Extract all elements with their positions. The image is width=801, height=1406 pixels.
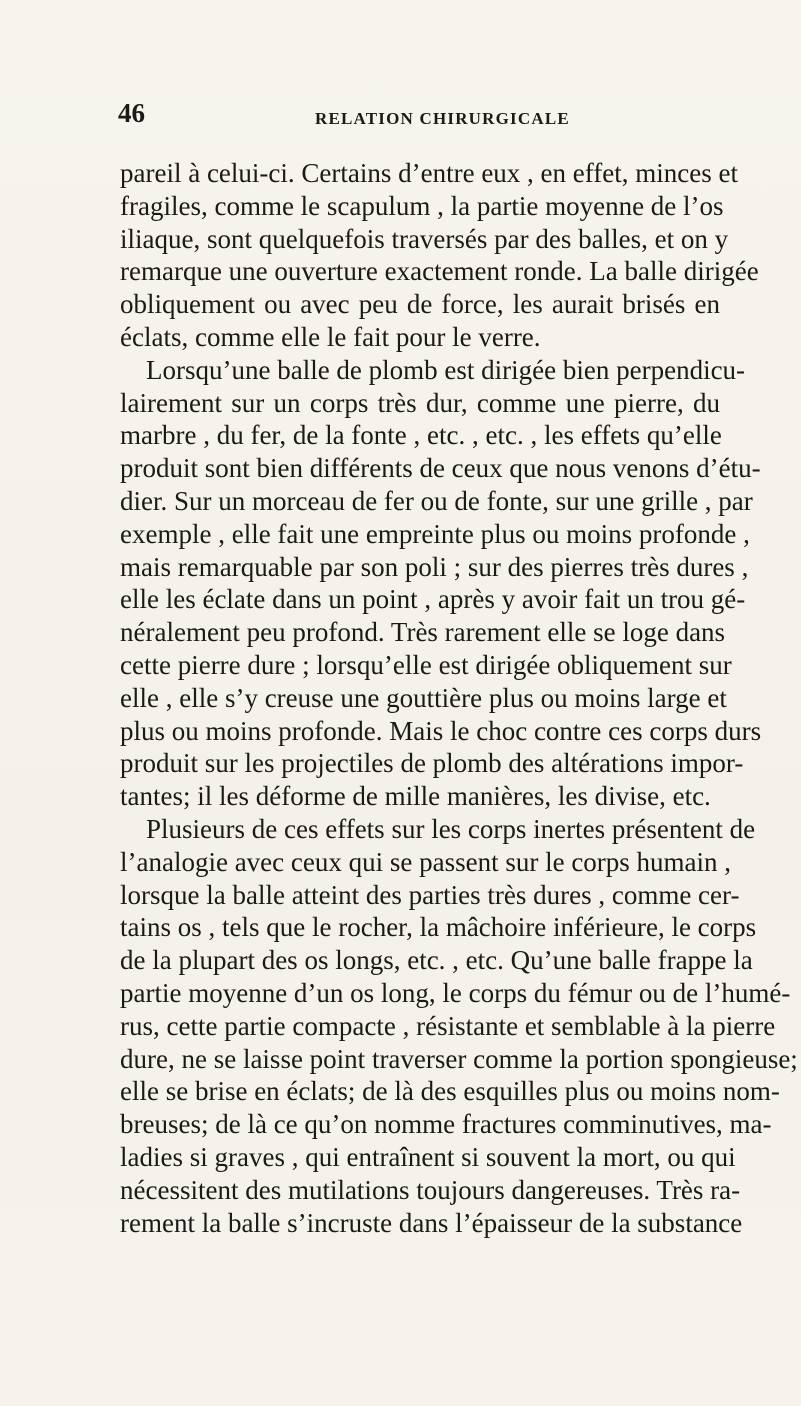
text-line: l’analogie avec ceux qui se passent sur le corps humain , (120, 846, 732, 877)
text-line: tantes; il les déforme de mille manières, les divise, etc. (120, 781, 711, 812)
text-line: produit sur les projectiles de plomb des altérations impor- (120, 748, 744, 779)
text-line: lairement sur un corps très dur, comme une pierre, du (120, 387, 720, 418)
text-line: obliquement ou avec peu de force, les aurait brisés en (120, 289, 720, 320)
text-line: plus ou moins profonde. Mais le choc contre ces corps durs (120, 715, 762, 746)
page-number: 46 (118, 98, 145, 128)
text-line: fragiles, comme le scapulum , la partie moyenne de l’os (120, 190, 724, 221)
text-line: iliaque, sont quelquefois traversés par des balles, et on y (120, 223, 729, 254)
text-line: marbre , du fer, de la fonte , etc. , etc. , les effets qu’elle (120, 420, 722, 451)
text-line: remarque une ouverture exactement ronde. La balle dirigée (120, 256, 759, 287)
page-header (118, 100, 718, 140)
text-line: Plusieurs de ces effets sur les corps inertes présentent de (146, 813, 756, 844)
text-line: produit sont bien différents de ceux que nous venons d’étu- (120, 453, 761, 484)
text-line: pareil à celui-ci. Certains d’entre eux , en effet, minces et (120, 158, 738, 188)
text-line: exemple , elle fait une empreinte plus ou moins profonde , (120, 518, 750, 549)
text-line: Lorsqu’une balle de plomb est dirigée bien perpendicu- (146, 354, 746, 385)
text-line: nécessitent des mutilations toujours dangereuses. Très ra- (120, 1174, 741, 1205)
text-line: dure, ne se laisse point traverser comme la portion spongieuse; (120, 1043, 798, 1074)
text-line: elle les éclate dans un point , après y avoir fait un trou gé- (120, 584, 746, 615)
text-line: elle se brise en éclats; de là des esquilles plus ou moins nom- (120, 1076, 780, 1107)
text-line: cette pierre dure ; lorsqu’elle est dirigée obliquement sur (120, 649, 732, 680)
text-line: rus, cette partie compacte , résistante et semblable à la pierre (120, 1010, 776, 1041)
text-line: éclats, comme elle le fait pour le verre. (120, 321, 541, 352)
text-line: dier. Sur un morceau de fer ou de fonte, sur une grille , par (120, 485, 753, 516)
text-line: elle , elle s’y creuse une gouttière plus ou moins large et (120, 682, 727, 713)
text-line: tains os , tels que le rocher, la mâchoire inférieure, le corps (120, 912, 757, 943)
text-line: de la plupart des os longs, etc. , etc. Qu’une balle frappe la (120, 945, 753, 976)
body-text (120, 157, 798, 1239)
text-line: mais remarquable par son poli ; sur des pierres très dures , (120, 551, 749, 582)
text-line: breuses; de là ce qu’on nomme fractures comminutives, ma- (120, 1109, 772, 1140)
text-line: rement la balle s’incruste dans l’épaisseur de la substance (120, 1207, 743, 1238)
text-line: lorsque la balle atteint des parties très dures , comme cer- (120, 879, 740, 910)
text-line: néralement peu profond. Très rarement elle se loge dans (120, 617, 726, 648)
running-title: RELATION CHIRURGICALE (315, 109, 570, 128)
text-line: ladies si graves , qui entraînent si souvent la mort, ou qui (120, 1141, 736, 1172)
text-line: partie moyenne d’un os long, le corps du fémur ou de l’humé- (120, 977, 791, 1008)
